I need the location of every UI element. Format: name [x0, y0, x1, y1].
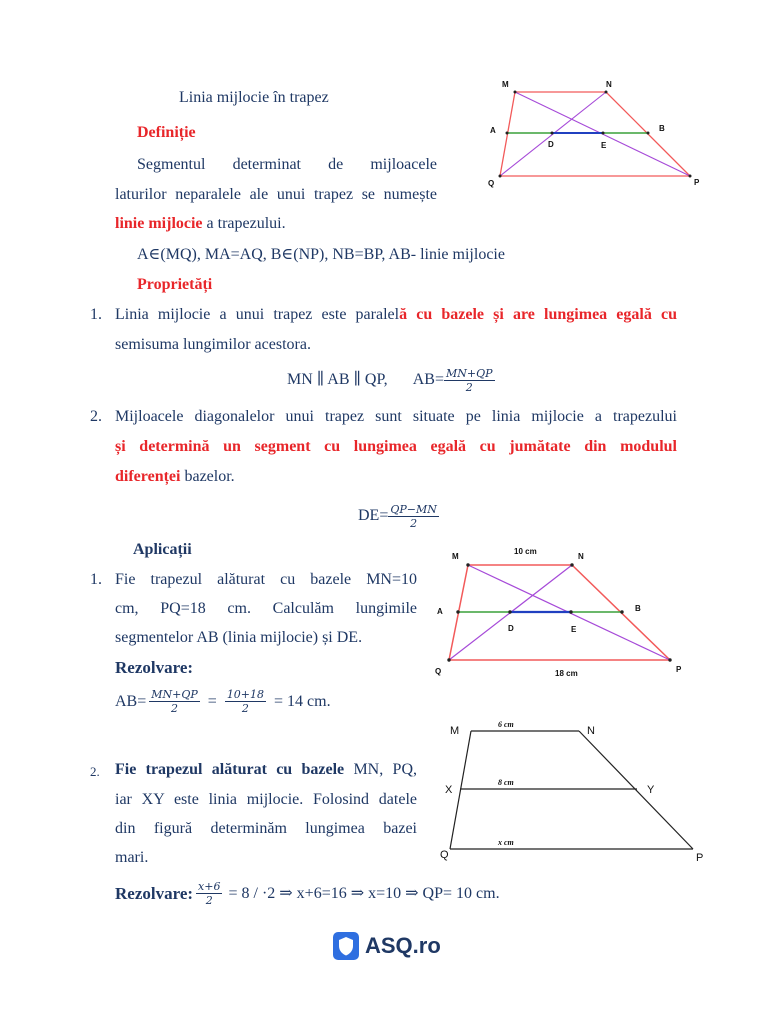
fig2-label-d: D [508, 624, 514, 633]
figure-trapezoid-definition [480, 76, 710, 196]
app2-resolution: Rezolvare: $\frac{x+6}{2}$ = 8 / ·2 ⇒ x+6=16 ⇒ x=10 ⇒ QP= 10 cm. [115, 880, 500, 907]
fig1-label-b: B [659, 124, 665, 133]
shield-icon [333, 932, 359, 960]
fig2-label-e: E [571, 625, 577, 634]
app1-resolution-heading: Rezolvare: [115, 658, 194, 677]
property2-line2: și determină un segment cu lungimea egală cu jumătate din modulul [115, 438, 677, 455]
property1-number: 1. [90, 306, 102, 323]
fig1-label-e: E [601, 141, 607, 150]
property1-line1: Linia mijlocie a unui trapez este paralelă cu bazele și are lungimea egală cu [115, 306, 678, 323]
fig1-label-m: M [502, 80, 509, 89]
fraction-mn-qp-2: $\frac{MN+QP}{2}$ [151, 688, 198, 715]
fig2-label-top: 10 cm [514, 547, 537, 556]
app1-line1: Fie trapezul alăturat cu bazele MN=10 [115, 571, 417, 588]
fig2-label-a: A [437, 607, 443, 616]
fig3-label-p: P [696, 852, 704, 864]
asq-logo[interactable] [333, 931, 441, 961]
fraction-10-18: $\frac{10+18}{2}$ [226, 688, 265, 715]
fig1-label-n: N [606, 80, 612, 89]
app2-line4: mari. [115, 849, 149, 866]
fig1-label-d: D [548, 140, 554, 149]
property2-line1: Mijloacele diagonalelor unui trapez sunt situate pe linia mijlocie a trapezului [115, 408, 677, 425]
app2-line1: Fie trapezul alăturat cu bazele MN, PQ, [115, 761, 417, 778]
app1-line2: cm, PQ=18 cm. Calculăm lungimile [115, 600, 417, 617]
definition-line2: laturilor neparalele ale unui trapez se numește [115, 186, 437, 203]
fig3-label-bottom: x cm [498, 838, 514, 847]
property1-formula: MN ∥ AB ∥ QP, AB= $\frac{MN+QP}{2}$ [287, 367, 493, 394]
fraction-qp-mn: $\frac{QP-MN}{2}$ [390, 503, 437, 530]
app1-number: 1. [90, 571, 102, 588]
property1-line2: semisuma lungimilor acestora. [115, 336, 311, 353]
fig3-label-m: M [450, 725, 460, 737]
definition-notation: A∈(MQ), MA=AQ, B∈(NP), NB=BP, AB- linie mijlocie [137, 246, 505, 263]
logo-text: ASQ.ro [365, 933, 441, 958]
fig2-label-bottom: 18 cm [555, 669, 578, 678]
applications-heading: Aplicații [133, 541, 192, 558]
fig1-label-q: Q [488, 179, 495, 188]
fig2-label-m: M [452, 552, 459, 561]
definition-line1: Segmentul determinat de mijloacele [137, 156, 437, 173]
fig3-label-top: 6 cm [498, 720, 514, 729]
figure-trapezoid-application2 [440, 718, 712, 866]
fig1-label-a: A [490, 126, 496, 135]
figure-trapezoid-application1 [432, 542, 690, 682]
fig1-label-p: P [694, 178, 700, 187]
app1-line3: segmentelor AB (linia mijlocie) și DE. [115, 629, 363, 646]
fig3-label-n: N [587, 725, 595, 737]
term-linie-mijlocie: linie mijlocie [115, 215, 203, 232]
property2-number: 2. [90, 408, 102, 425]
definition-line3: linie mijlocie a trapezului. [115, 215, 286, 232]
app2-line3: din figură determinăm lungimea bazei [115, 820, 417, 837]
fig2-label-n: N [578, 552, 584, 561]
fig2-label-q: Q [435, 667, 442, 676]
fig2-label-b: B [635, 604, 641, 613]
fig2-label-p: P [676, 665, 682, 674]
fig3-label-x: X [445, 784, 453, 796]
fig3-label-mid: 8 cm [498, 778, 514, 787]
fraction-mn-qp: $\frac{MN+QP}{2}$ [445, 367, 493, 394]
fraction-x-6: $\frac{x+6}{2}$ [198, 880, 221, 907]
definition-heading: Definiție [137, 124, 196, 141]
property2-formula: DE= $\frac{QP-MN}{2}$ [358, 503, 437, 530]
property2-line3: diferenței bazelor. [115, 468, 235, 485]
fig3-label-y: Y [647, 784, 655, 796]
app2-number: 2. [90, 764, 100, 779]
app1-resolution: AB= $\frac{MN+QP}{2}$ = $\frac{10+18}{2}$ = 14 cm. [115, 688, 331, 715]
properties-heading: Proprietăți [137, 276, 213, 293]
app2-line2: iar XY este linia mijlocie. Folosind datele [115, 791, 417, 808]
fig3-label-q: Q [440, 849, 449, 861]
page-title: Linia mijlocie în trapez [179, 89, 329, 106]
